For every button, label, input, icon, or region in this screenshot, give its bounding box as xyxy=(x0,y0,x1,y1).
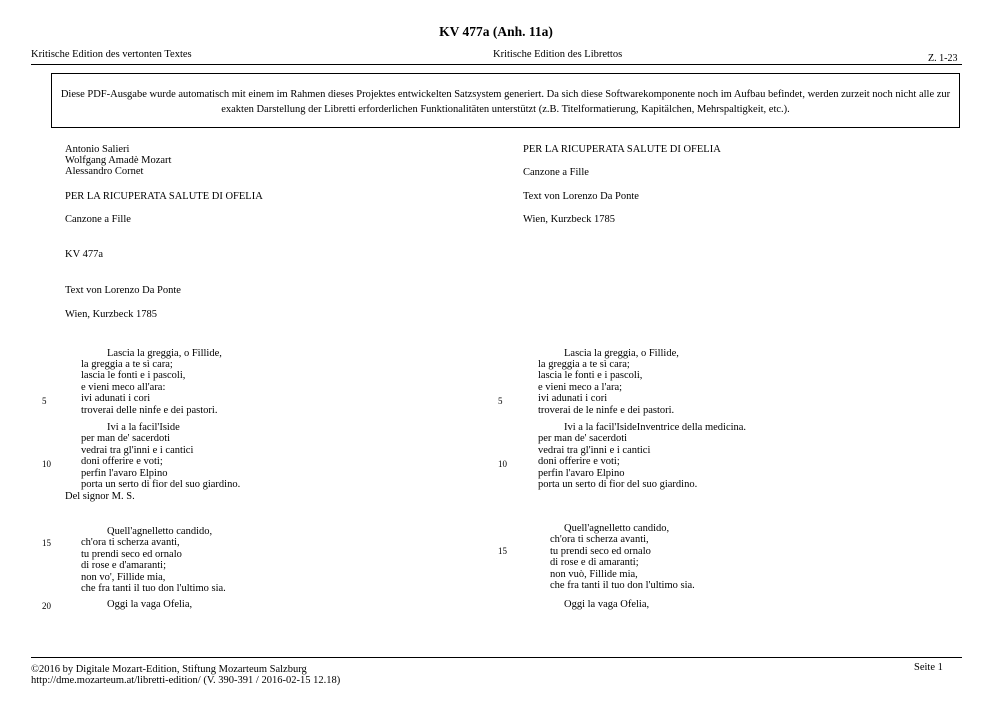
verse-line: lascia le fonti e i pascoli, xyxy=(81,370,186,381)
right-work-title: PER LA RICUPERATA SALUTE DI OFELIA xyxy=(523,144,721,155)
left-text-author: Text von Lorenzo Da Ponte xyxy=(65,285,181,296)
line-number: 10 xyxy=(42,459,51,469)
line-number: 10 xyxy=(498,459,507,469)
footer-copyright: ©2016 by Digitale Mozart-Edition, Stiftung Mozarteum Salzburg xyxy=(31,664,307,675)
verse-line: ivi adunati i cori xyxy=(81,393,151,404)
verse-line: perfin l'avaro Elpino xyxy=(538,468,625,479)
verse-line: che fra tanti il tuo don l'ultimo sia. xyxy=(81,583,226,594)
document-title: KV 477a (Anh. 11a) xyxy=(439,24,553,39)
left-subtitle: Canzone a Fille xyxy=(65,214,131,225)
verse-line: doni offerire e voti; xyxy=(81,456,163,467)
verse-line: di rose e di amaranti; xyxy=(550,557,639,568)
verse-line: Quell'agnelletto candido, xyxy=(564,523,670,534)
verse-line: ivi adunati i cori xyxy=(538,393,608,404)
verse-line: troverai delle ninfe e dei pastori. xyxy=(81,405,218,416)
verse-line: Oggi la vaga Ofelia, xyxy=(107,599,193,610)
verse-line: vedrai tra gl'inni e i cantici xyxy=(81,445,194,456)
verse-line: non vuò, Fillide mia, xyxy=(550,569,638,580)
left-work-title: PER LA RICUPERATA SALUTE DI OFELIA xyxy=(65,191,263,202)
verse-line: doni offerire e voti; xyxy=(538,456,620,467)
verse-line: la greggia a te sì cara; xyxy=(81,359,173,370)
verse-line: per man de' sacerdoti xyxy=(538,433,628,444)
verse-line: Lascia la greggia, o Fillide, xyxy=(564,348,679,359)
verse-line: tu prendi seco ed ornalo xyxy=(81,549,182,560)
left-composer: Wolfgang Amadè Mozart xyxy=(65,155,172,166)
verse-line: che fra tanti il tuo don l'ultimo sia. xyxy=(550,580,695,591)
left-column-header: Kritische Edition des vertonten Textes xyxy=(31,49,192,60)
verse-line: porta un serto di fior del suo giardino. xyxy=(538,479,698,490)
verse-line: tu prendi seco ed ornalo xyxy=(550,546,651,557)
right-column-header: Kritische Edition des Librettos xyxy=(493,49,623,60)
verse-line: ch'ora ti scherza avanti, xyxy=(81,537,180,548)
left-composer: Antonio Salieri xyxy=(65,144,130,155)
right-subtitle: Canzone a Fille xyxy=(523,167,589,178)
line-number: 5 xyxy=(42,396,47,406)
line-number: 20 xyxy=(42,601,51,611)
verse-line: non vo', Fillide mia, xyxy=(81,572,166,583)
verse-line: Quell'agnelletto candido, xyxy=(107,526,213,537)
verse-line: troverai de le ninfe e dei pastori. xyxy=(538,405,675,416)
right-text-author: Text von Lorenzo Da Ponte xyxy=(523,191,639,202)
left-publication: Wien, Kurzbeck 1785 xyxy=(65,309,158,320)
notice-box: Diese PDF-Ausgabe wurde automatisch mit einem im Rahmen dieses Projektes entwickelten Satzsystem generiert. Da sich diese Softwarekomponente noch im Aufbau befindet, werden zurzeit noch nicht alle zur exakten Darstellung der Libretti erforderlichen Funktionalitäten unterstützt (z.B. Titelformatierung, Kapitälchen, Mehrspaltigkeit, etc.). xyxy=(51,73,960,128)
verse-attribution: Del signor M. S. xyxy=(65,491,135,502)
right-publication: Wien, Kurzbeck 1785 xyxy=(523,214,616,225)
verse-line: Ivi a la facil'IsideInventrice della medicina. xyxy=(564,422,747,433)
left-kv: KV 477a xyxy=(65,249,104,260)
verse-line: lascia le fonti e i pascoli, xyxy=(538,370,643,381)
verse-line: Lascia la greggia, o Fillide, xyxy=(107,348,222,359)
line-range: Z. 1-23 xyxy=(928,53,958,64)
verse-line: e vieni meco a l'ara; xyxy=(538,382,623,393)
left-composer: Alessandro Cornet xyxy=(65,166,144,177)
line-number: 15 xyxy=(42,538,51,548)
verse-line: Oggi la vaga Ofelia, xyxy=(564,599,650,610)
verse-line: ch'ora ti scherza avanti, xyxy=(550,534,649,545)
footer-rule xyxy=(31,657,962,658)
verse-line: la greggia a te sì cara; xyxy=(538,359,630,370)
line-number: 15 xyxy=(498,546,507,556)
verse-line: porta un serto di fior del suo giardino. xyxy=(81,479,241,490)
verse-line: vedrai tra gl'inni e i cantici xyxy=(538,445,651,456)
verse-line: Ivi a la facil'Iside xyxy=(107,422,180,433)
page-number: Seite 1 xyxy=(914,662,943,673)
verse-line: perfin l'avaro Elpino xyxy=(81,468,168,479)
footer-url[interactable]: http://dme.mozarteum.at/libretti-edition/ (V. 390-391 / 2016-02-15 12.18) xyxy=(31,675,341,686)
verse-line: di rose e d'amaranti; xyxy=(81,560,166,571)
header-rule xyxy=(31,64,962,65)
verse-line: e vieni meco all'ara: xyxy=(81,382,166,393)
line-number: 5 xyxy=(498,396,503,406)
verse-line: per man de' sacerdoti xyxy=(81,433,171,444)
